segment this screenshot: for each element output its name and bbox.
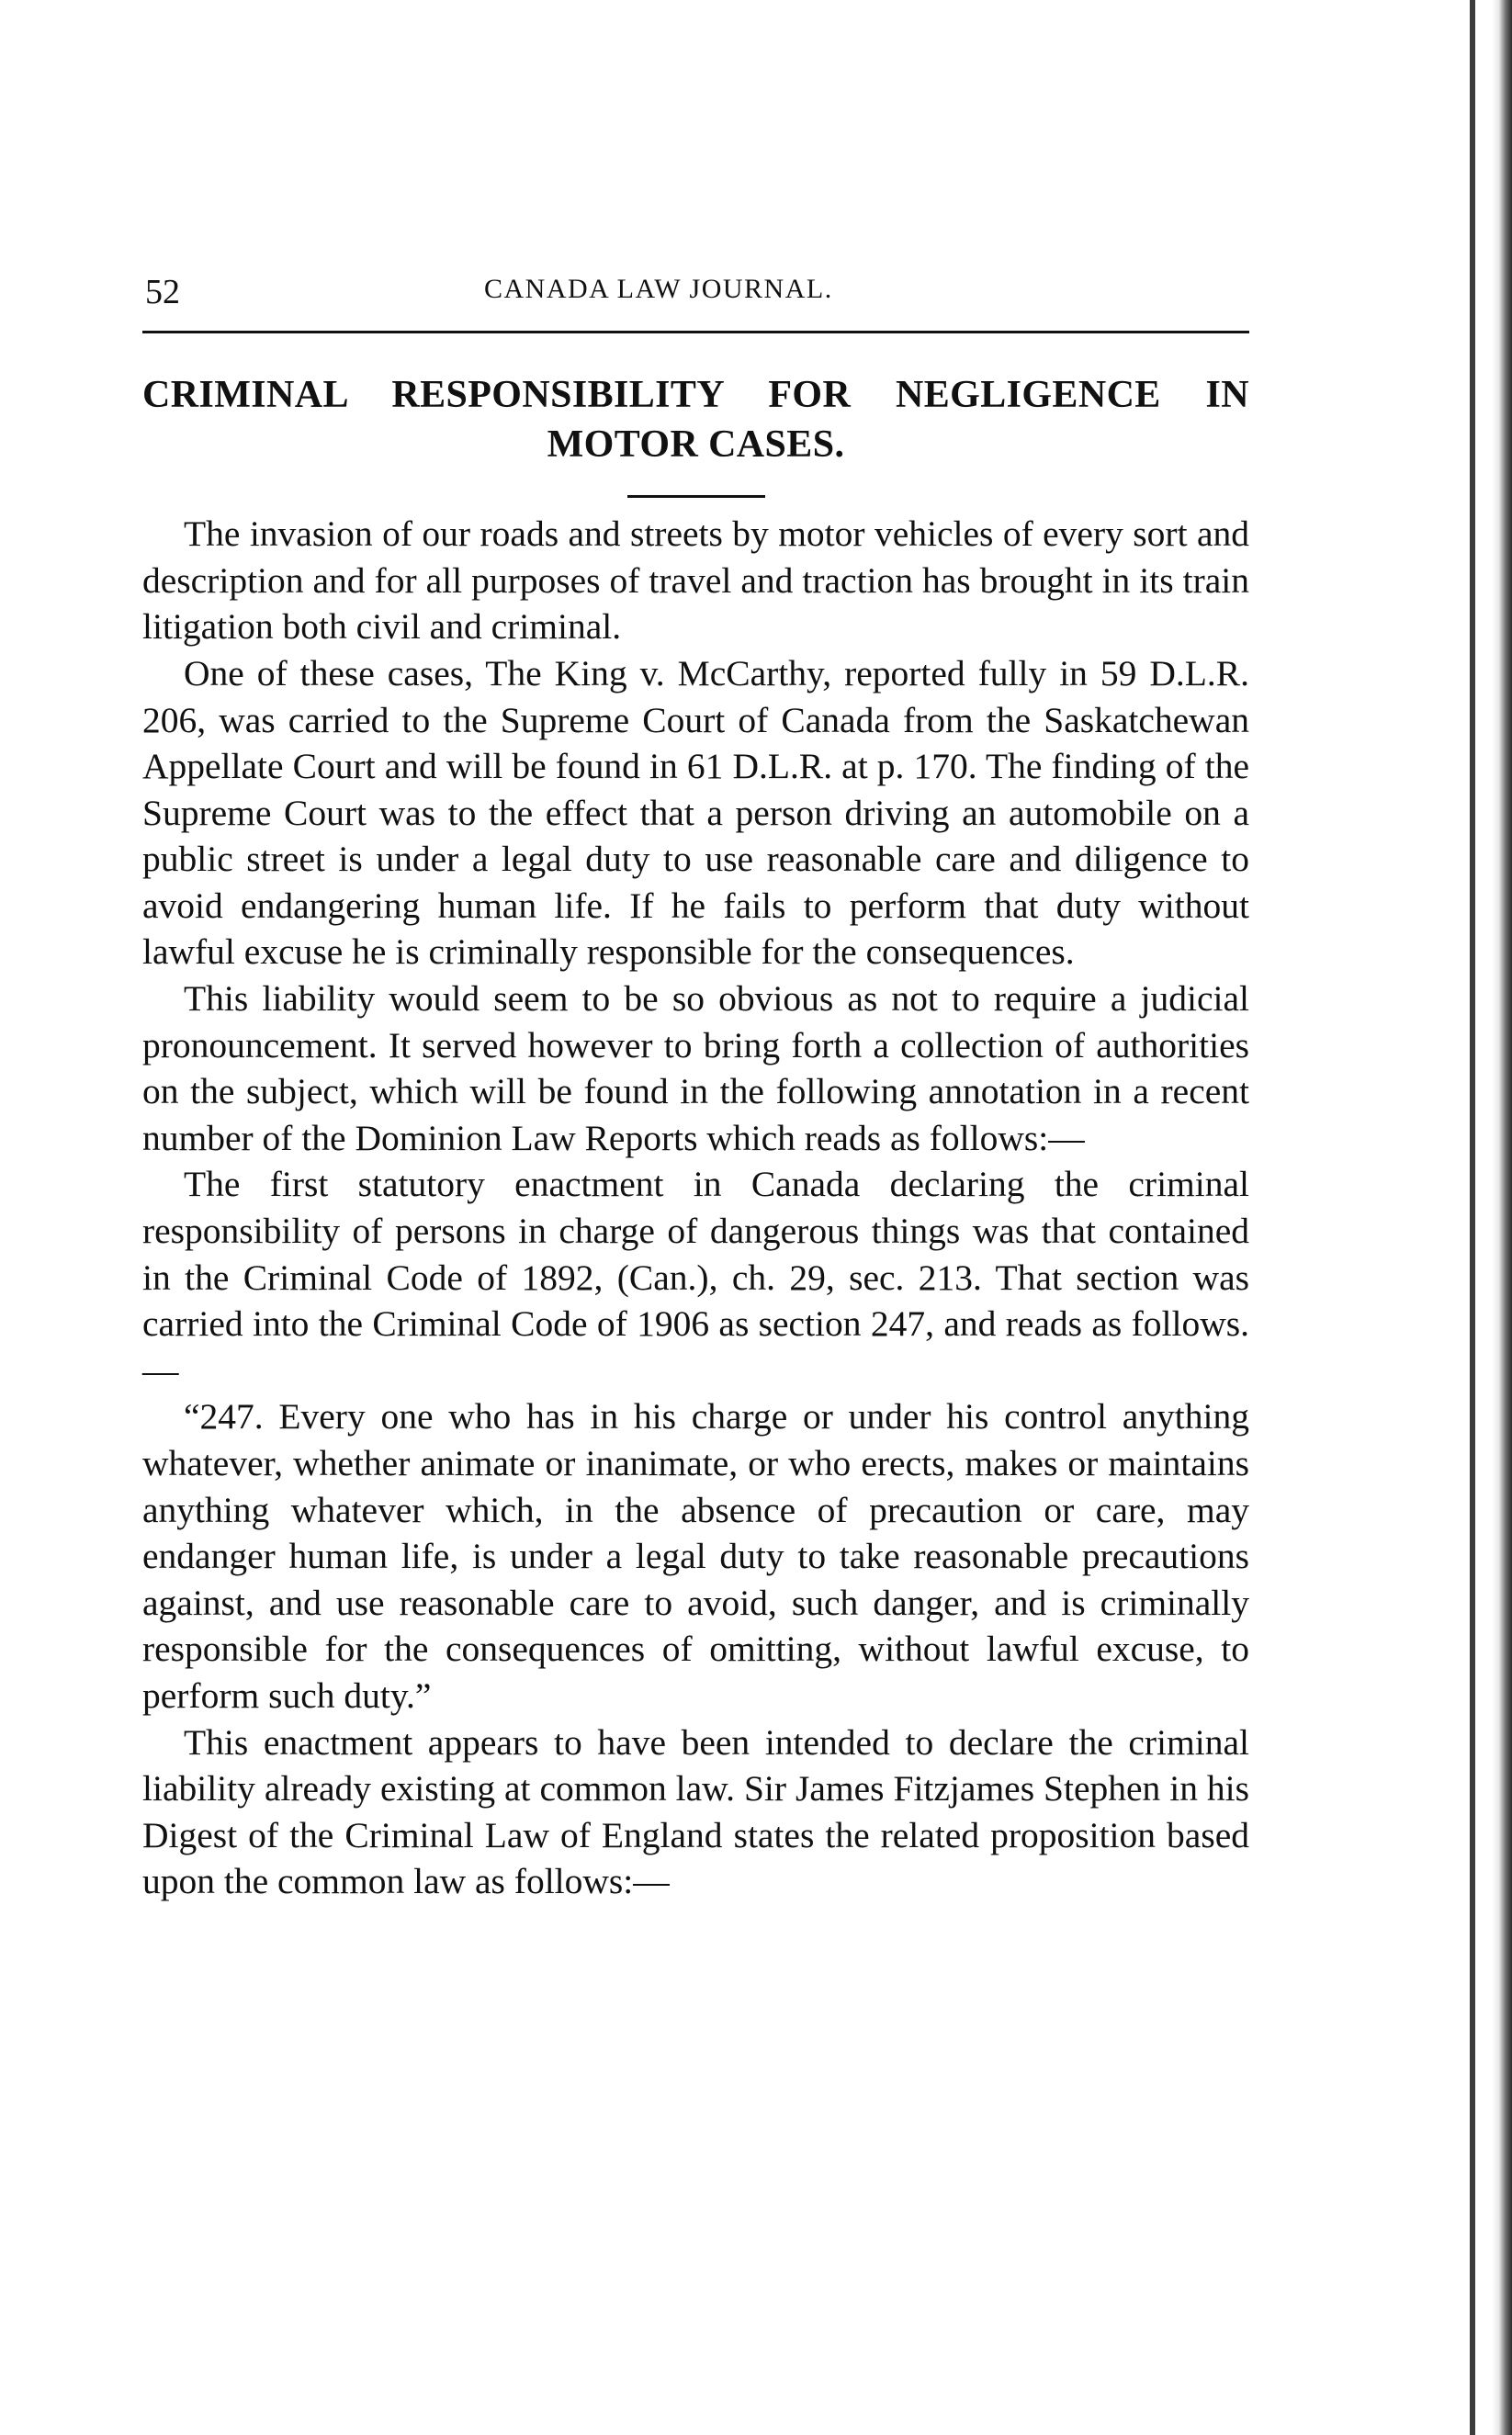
article-title-line-1: CRIMINAL RESPONSIBILITY FOR NEGLIGENCE IN <box>142 374 1249 416</box>
paragraph-5-quoted-section: “247. Every one who has in his charge or under his control anything whatever, whether animate or inanimate, or who erects, makes or maintains anything whatever which, in the absence of precaution or care, may endanger human life, is under a legal duty to take reasonable precautions against, and use reasonable care to avoid, such danger, and is criminally responsible for the consequences of omitting, without lawful excuse, to perform such duty.” <box>142 1396 1249 1716</box>
paragraph-4: The first statutory enactment in Canada declaring the criminal responsibility of persons in charge of dangerous things was that contained in the Criminal Code of 1892, (Can.), ch. 29, sec. 213. That section was carried into the Criminal Code of 1906 as section 247, and reads as follows.— <box>142 1164 1249 1391</box>
page-number: 52 <box>145 273 180 311</box>
page-binding-edge <box>1470 0 1475 2435</box>
paragraph-6: This enactment appears to have been intended to declare the criminal liability already existing at common law. Sir James Fitzjames Stephen in his Digest of the Criminal Law of England states the related proposition based upon the common law as follows:— <box>142 1721 1249 1902</box>
article-title <box>142 370 1249 469</box>
article-body <box>142 511 1249 1905</box>
document-page <box>142 266 1249 1905</box>
running-head <box>142 266 1249 310</box>
header-rule <box>142 331 1249 333</box>
paragraph-3: This liability would seem to be so obvious as not to require a judicial pronouncement. It served however to bring forth a collection of authorities on the subject, which will be found in the following annotation in a recent number of the Dominion Law Reports which reads as follows:— <box>142 978 1249 1158</box>
journal-title: CANADA LAW JOURNAL. <box>484 274 833 304</box>
article-title-line-2: MOTOR CASES. <box>547 423 845 466</box>
paragraph-2: One of these cases, The King v. McCarthy, reported fully in 59 D.L.R. 206, was carried to the Supreme Court of Canada from the Saskatchewan Appellate Court and will be found in 61 D.L.R. at p. 170. The finding of the Supreme Court was to the effect that a person driving an automobile on a public street is under a legal duty to use reasonable care and diligence to avoid endangering human life. If he fails to perform that duty without lawful excuse he is criminally responsible for the consequences. <box>142 652 1249 973</box>
scan-edge-shadow <box>1492 0 1512 2435</box>
paragraph-1: The invasion of our roads and streets by motor vehicles of every sort and description and for all purposes of travel and traction has brought in its train litigation both civil and criminal. <box>142 513 1249 648</box>
title-separator-rule <box>627 495 765 498</box>
